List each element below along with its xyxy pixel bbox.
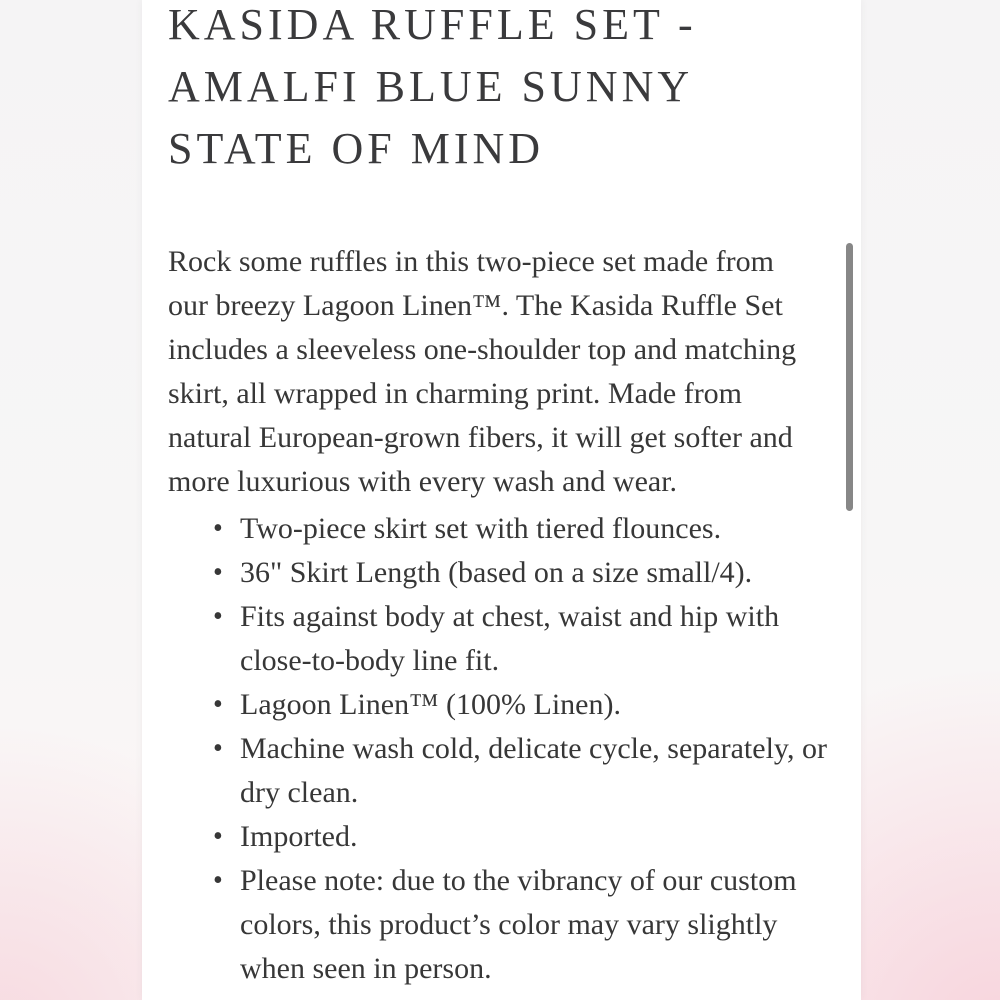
vertical-scrollbar-thumb[interactable] xyxy=(846,243,853,511)
list-item xyxy=(168,815,828,859)
bullet-icon: • xyxy=(213,689,223,720)
list-item xyxy=(168,507,828,551)
list-item xyxy=(168,595,828,683)
list-item xyxy=(168,727,828,815)
detail-text: 36" Skirt Length (based on a size small/4). xyxy=(240,556,753,589)
product-description-panel xyxy=(142,0,861,1000)
bullet-icon: • xyxy=(213,821,223,852)
list-item xyxy=(168,551,828,595)
product-details-list xyxy=(168,507,828,991)
detail-text: Fits against body at chest, waist and hip with close-to-body line fit. xyxy=(240,600,780,677)
detail-text: Imported. xyxy=(240,820,358,853)
detail-text: Lagoon Linen™ (100% Linen). xyxy=(240,688,621,721)
bullet-icon: • xyxy=(213,557,223,588)
detail-text: Two-piece skirt set with tiered flounces. xyxy=(240,512,722,545)
detail-text: Machine wash cold, delicate cycle, separately, or dry clean. xyxy=(240,732,827,809)
bullet-icon: • xyxy=(213,601,223,632)
list-item xyxy=(168,859,828,991)
product-title: KASIDA RUFFLE SET - AMALFI BLUE SUNNY STATE OF MIND xyxy=(168,0,697,173)
list-item xyxy=(168,683,828,727)
bullet-icon: • xyxy=(213,733,223,764)
detail-text: Please note: due to the vibrancy of our custom colors, this product’s color may vary slightly when seen in person. xyxy=(240,864,797,985)
product-description-paragraph: Rock some ruffles in this two-piece set made from our breezy Lagoon Linen™. The Kasida Ruffle Set includes a sleeveless one-shoulder top and matching skirt, all wrapped in charming print. Made from natural European-grown fibers, it will get softer and more luxurious with every wash and wear. xyxy=(168,245,797,498)
bullet-icon: • xyxy=(213,865,223,896)
bullet-icon: • xyxy=(213,513,223,544)
